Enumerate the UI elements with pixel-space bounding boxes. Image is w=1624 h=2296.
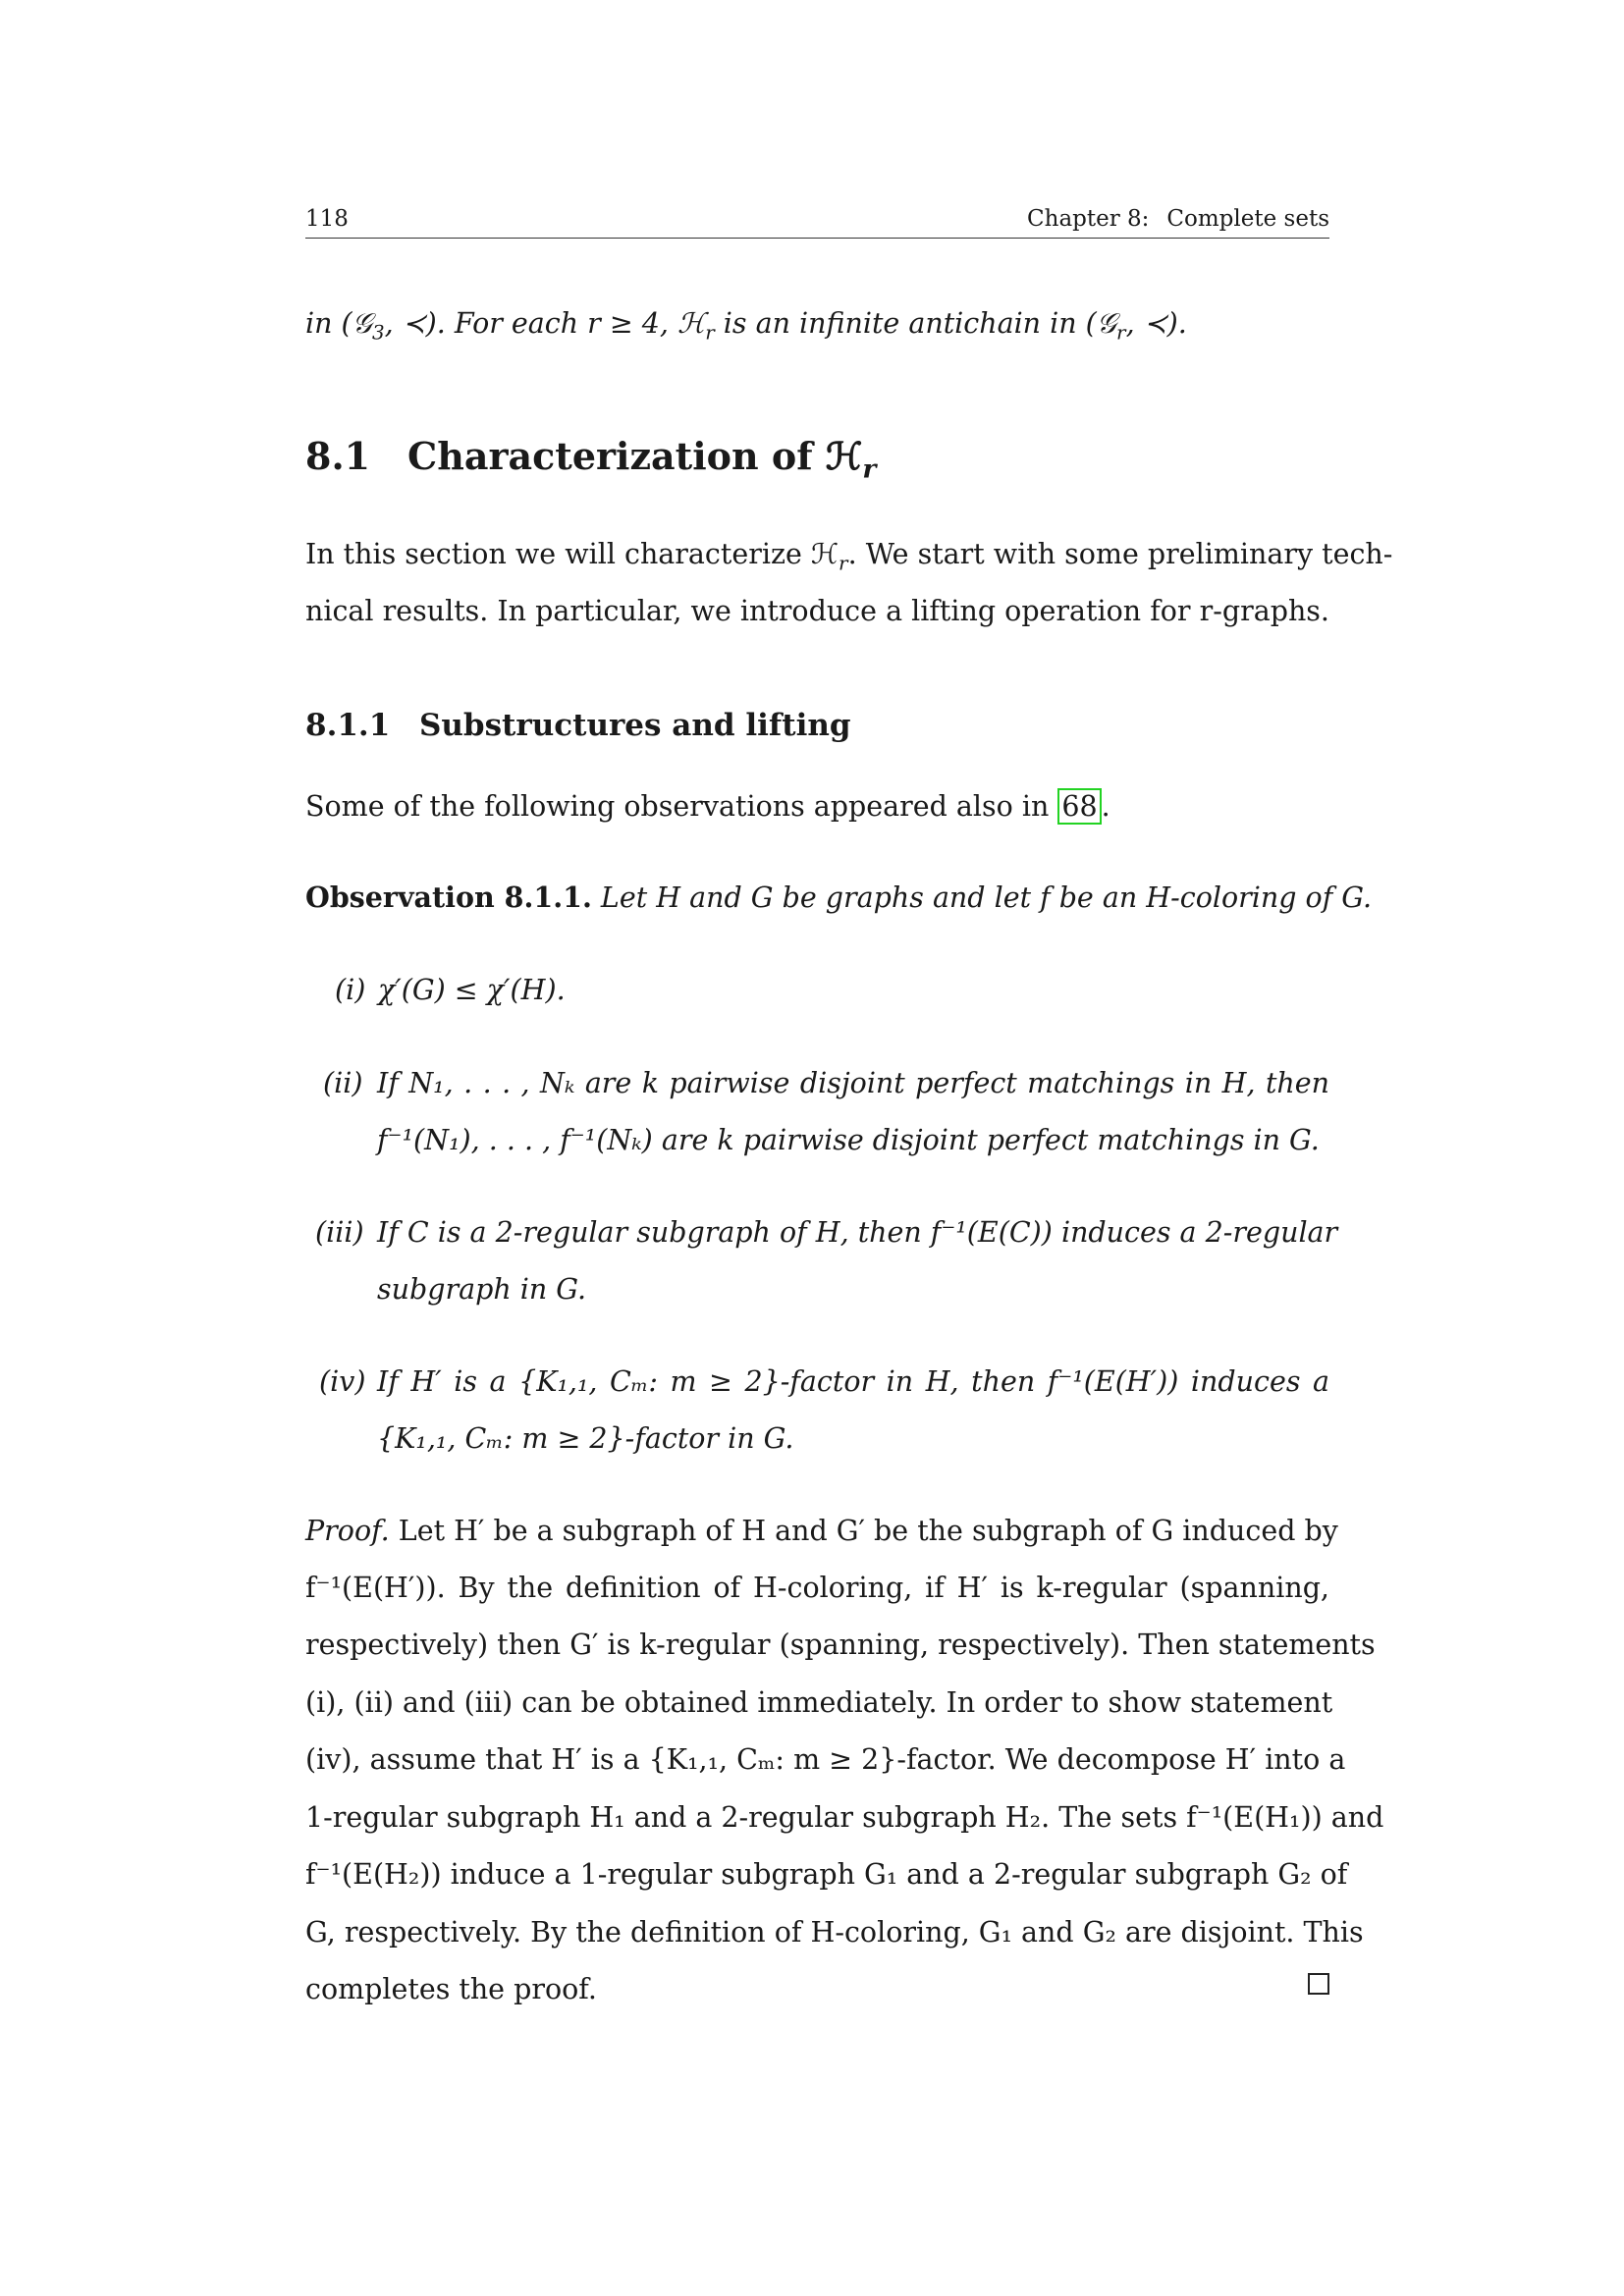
proof-line-1: Proof. Let H′ be a subgraph of H and G′ be the subgraph of G induced by [305,1515,1338,1547]
observation-item-iv-cont: {K₁,₁, Cₘ: m ≥ 2}-factor in G. [377,1422,794,1455]
proof-line-8: G, respectively. By the definition of H-coloring, G₁ and G₂ are disjoint. This [305,1916,1364,1949]
proof-label: Proof. [305,1515,390,1547]
proof-line-3: respectively) then G′ is k-regular (spanning, respectively). Then statements [305,1629,1376,1661]
proof-line-6: 1-regular subgraph H₁ and a 2-regular subgraph H₂. The sets f⁻¹(E(H₁)) and [305,1801,1384,1834]
proof-line-7: f⁻¹(E(H₂)) induce a 1-regular subgraph G₁ and a 2-regular subgraph G₂ of [305,1858,1348,1891]
observation-item-ii-cont: f⁻¹(N₁), . . . , f⁻¹(Nₖ) are k pairwise disjoint perfect matchings in G. [377,1124,1320,1156]
section-title: Characterization of ℋ [407,434,863,478]
proof-line-5: (iv), assume that H′ is a {K₁,₁, Cₘ: m ≥ 2}-factor. We decompose H′ into a [305,1743,1346,1776]
subsection-title: Substructures and lifting [419,708,851,743]
section-paragraph-line-2: nical results. In particular, we introduce a lifting operation for r-graphs. [305,595,1329,627]
observation-statement: Observation 8.1.1. Let H and G be graphs and let f be an H-coloring of G. [305,881,1373,914]
observation-item-iii-cont: subgraph in G. [377,1273,587,1306]
citation-link[interactable]: 68 [1057,788,1101,825]
page-number: 118 [305,206,349,232]
subsection-number: 8.1.1 [305,708,391,743]
section-heading: 8.1 Characterization of ℋ$_r$ [305,434,877,485]
subsection-heading [305,708,851,743]
qed-square-icon [1308,1973,1329,1995]
proof-line-9: completes the proof. [305,1973,597,2005]
section-number: 8.1 [305,434,371,478]
intro-line: in (𝒢$_3$, ≺). For each r ≥ 4, ℋ$_r$ is an infinite antichain in (𝒢$_r$, ≺). [305,307,1187,345]
chapter-label: Chapter 8: [1027,206,1150,232]
proof-line-4: (i), (ii) and (iii) can be obtained immediately. In order to show statement [305,1686,1333,1719]
observation-intro: Some of the following observations appeared also in 68 . [305,790,1110,823]
observation-label: Observation 8.1.1. [305,881,592,914]
proof-line-2: f⁻¹(E(H′)). By the definition of H-coloring, if H′ is k-regular (spanning, [305,1572,1329,1604]
observation-item-iii: (iii) If C is a 2-regular subgraph of H, then f⁻¹(E(C)) induces a 2-regular [315,1216,1338,1249]
observation-item-ii: (ii) If N₁, . . . , Nₖ are k pairwise disjoint perfect matchings in H, then [323,1067,1329,1099]
observation-item-i: (i) χ′(G) ≤ χ′(H). [335,974,566,1006]
running-header [305,204,1329,239]
section-paragraph-line-1: In this section we will characterize ℋ$_r$. We start with some preliminary tech- [305,538,1393,575]
chapter-title: Complete sets [1166,206,1329,232]
chapter-heading [1027,206,1329,232]
observation-item-iv: (iv) If H′ is a {K₁,₁, Cₘ: m ≥ 2}-factor in H, then f⁻¹(E(H′)) induces a [319,1365,1329,1398]
